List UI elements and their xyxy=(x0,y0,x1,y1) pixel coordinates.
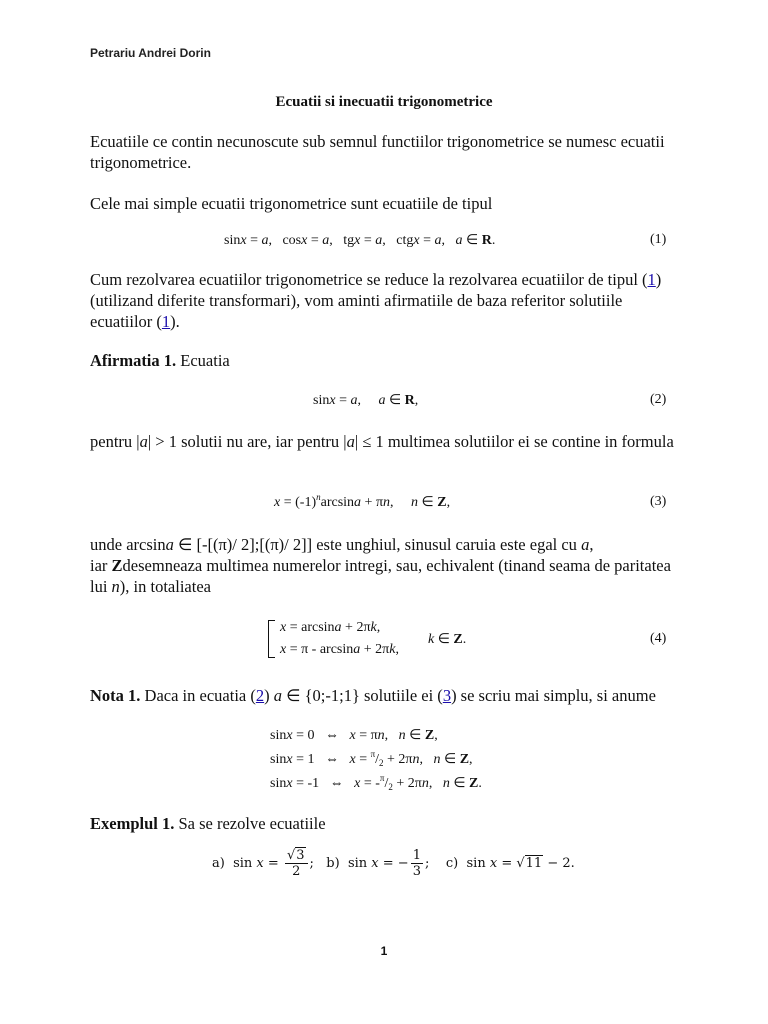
equation-1: sinx = a, cosx = a, tgx = a, ctgx = a, a ∈ R. xyxy=(224,233,496,248)
equation-ref-link[interactable]: 2 xyxy=(255,686,265,705)
exemplul-heading: Exemplul 1. Sa se rezolve ecuatiile xyxy=(90,814,326,833)
nota-paragraph: Nota 1. Daca in ecuatia (2) a ∈ {0;-1;1} solutiile ei (3) se scriu mai simplu, si anume xyxy=(90,686,656,705)
author-header: Petrariu Andrei Dorin xyxy=(90,46,211,60)
equation-4-line-2: x = π - arcsina + 2πk, xyxy=(280,642,399,657)
exemplul-label: Exemplul 1. xyxy=(90,814,175,833)
page-title: Ecuatii si inecuatii trigonometrice xyxy=(275,94,493,110)
page-number: 1 xyxy=(380,944,388,958)
afirmatia-heading: Afirmatia 1. Ecuatia xyxy=(90,351,230,370)
solutions-condition-paragraph: pentru |a| > 1 solutii nu are, iar pentru |a| ≤ 1 multimea solutiilor ei se contine in formula xyxy=(90,432,674,451)
arcsin-definition-paragraph: unde arcsina ∈ [-[(π)/ 2];[(π)/ 2]] este unghiul, sinusul caruia este egal cu a, iar Zdesemneaza multimea numerelor intregi, sau, echivalent (tinand seama de paritatea lui n), in totaliatea xyxy=(90,535,671,596)
equation-4-line-1: x = arcsina + 2πk, xyxy=(280,620,381,635)
equation-ref-link[interactable]: 1 xyxy=(647,270,656,289)
intro-paragraph: Ecuatiile ce contin necunoscute sub semnul functiilor trigonometrice se numesc ecuatii trigonometrice. xyxy=(90,132,665,172)
equation-3-number: (3) xyxy=(650,494,667,509)
equation-ref-link[interactable]: 3 xyxy=(442,686,452,705)
equation-3: $x = (-1)^n\arcsin a + \pi n$, n ∈ Z, xyxy=(274,492,451,510)
special-case-1: sinx = 0 ⇔ x = πn, n ∈ Z, xyxy=(270,728,438,743)
special-case-2: sinx = 1 ⇔ $x = ^\pi/_2 + 2\pi n$, n ∈ Z, xyxy=(270,749,473,768)
simple-equations-paragraph: Cele mai simple ecuatii trigonometrice sunt ecuatiile de tipul xyxy=(90,194,493,213)
reduction-paragraph: Cum rezolvarea ecuatiilor trigonometrice se reduce la rezolvarea ecuatiilor de tipul (1) (utilizand diferite transformari), vom aminti afirmatiile de baza referitor solutiile ecuatiilor (1). xyxy=(90,270,662,331)
equation-4-number: (4) xyxy=(650,631,667,646)
equation-2-number: (2) xyxy=(650,392,667,407)
equation-4-domain: k ∈ Z. xyxy=(428,632,467,647)
system-bracket xyxy=(268,620,275,658)
afirmatia-label: Afirmatia 1. xyxy=(90,351,177,370)
special-case-3: sinx = -1 ⇔ $x = -^\pi/_2 + 2\pi n$, n ∈ Z. xyxy=(270,773,482,792)
equation-1-number: (1) xyxy=(650,232,667,247)
equation-2: sinx = a, a ∈ R, xyxy=(313,393,419,408)
example-equations: a) sin x = $\frac{√3}{2}$ ; b) sin x = − $\frac{1}{3}$ ; c) sin x = √11 − 2. xyxy=(212,848,575,879)
nota-label: Nota 1. xyxy=(90,686,141,705)
equation-ref-link[interactable]: 1 xyxy=(161,312,171,331)
